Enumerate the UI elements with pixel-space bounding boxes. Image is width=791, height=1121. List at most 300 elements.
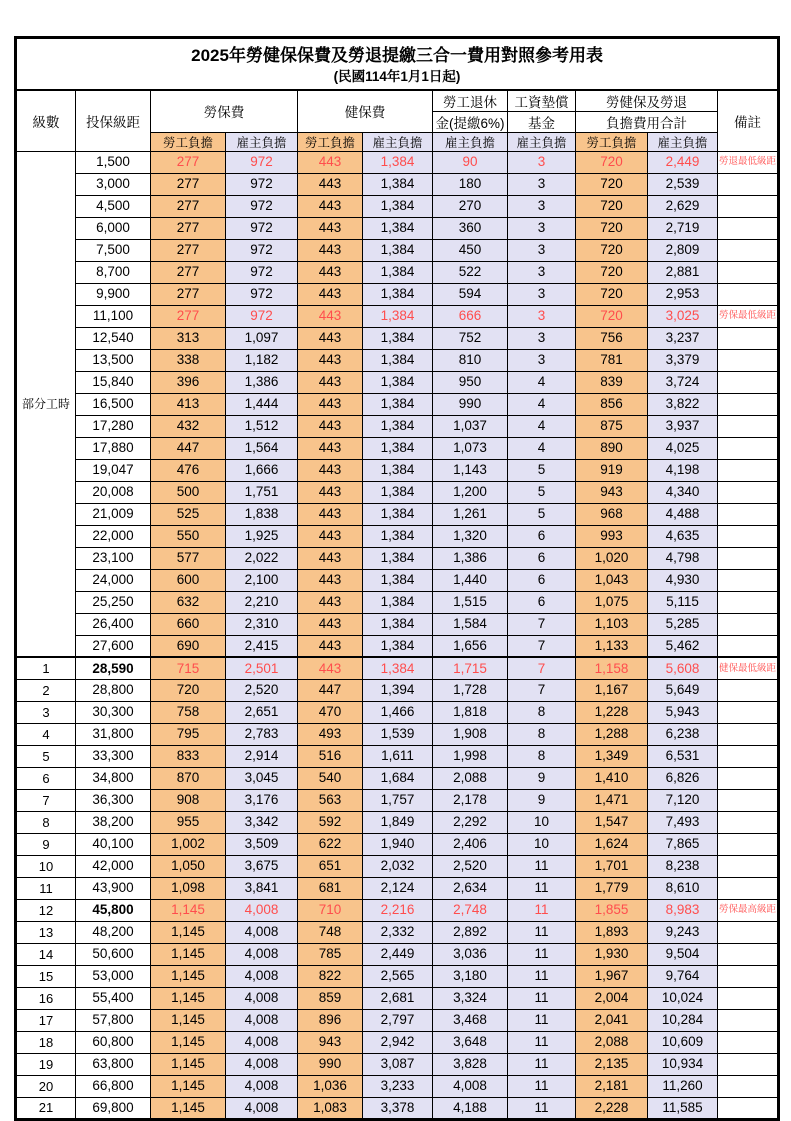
value-cell: 277 <box>151 195 226 217</box>
value-cell: 1,145 <box>151 1031 226 1053</box>
value-cell: 6 <box>508 547 576 569</box>
value-cell: 972 <box>226 217 298 239</box>
salary-cell: 33,300 <box>76 745 151 767</box>
value-cell: 720 <box>576 305 648 327</box>
value-cell: 2,415 <box>226 635 298 657</box>
note-cell <box>718 613 779 635</box>
value-cell: 443 <box>298 173 363 195</box>
table-row <box>16 1053 779 1075</box>
note-cell <box>718 591 779 613</box>
value-cell: 443 <box>298 569 363 591</box>
value-cell: 2,942 <box>363 1031 433 1053</box>
value-cell: 748 <box>298 921 363 943</box>
value-cell: 8 <box>508 701 576 723</box>
value-cell: 1,349 <box>576 745 648 767</box>
value-cell: 7,493 <box>648 811 718 833</box>
table-row <box>16 855 779 877</box>
table-row <box>16 591 779 613</box>
level-cell: 2 <box>16 679 76 701</box>
table-row <box>16 965 779 987</box>
value-cell: 1,624 <box>576 833 648 855</box>
value-cell: 9 <box>508 789 576 811</box>
value-cell: 3,324 <box>433 987 508 1009</box>
value-cell: 1,998 <box>433 745 508 767</box>
value-cell: 3,822 <box>648 393 718 415</box>
value-cell: 1,261 <box>433 503 508 525</box>
value-cell: 443 <box>298 415 363 437</box>
value-cell: 1,779 <box>576 877 648 899</box>
salary-cell: 57,800 <box>76 1009 151 1031</box>
value-cell: 2,634 <box>433 877 508 899</box>
value-cell: 2,565 <box>363 965 433 987</box>
note-cell <box>718 701 779 723</box>
value-cell: 1,384 <box>363 613 433 635</box>
value-cell: 1,384 <box>363 173 433 195</box>
note-cell <box>718 635 779 657</box>
value-cell: 1,940 <box>363 833 433 855</box>
value-cell: 7,865 <box>648 833 718 855</box>
value-cell: 1,444 <box>226 393 298 415</box>
table-row <box>16 371 779 393</box>
value-cell: 1,200 <box>433 481 508 503</box>
value-cell: 1,384 <box>363 569 433 591</box>
value-cell: 516 <box>298 745 363 767</box>
value-cell: 2,953 <box>648 283 718 305</box>
salary-cell: 30,300 <box>76 701 151 723</box>
salary-cell: 3,000 <box>76 173 151 195</box>
value-cell: 8,983 <box>648 899 718 921</box>
value-cell: 4,188 <box>433 1097 508 1119</box>
value-cell: 277 <box>151 173 226 195</box>
value-cell: 3,233 <box>363 1075 433 1097</box>
value-cell: 943 <box>298 1031 363 1053</box>
value-cell: 2,681 <box>363 987 433 1009</box>
salary-cell: 26,400 <box>76 613 151 635</box>
value-cell: 1,855 <box>576 899 648 921</box>
salary-cell: 50,600 <box>76 943 151 965</box>
value-cell: 781 <box>576 349 648 371</box>
salary-cell: 45,800 <box>76 899 151 921</box>
value-cell: 525 <box>151 503 226 525</box>
table-row <box>16 151 779 173</box>
value-cell: 7 <box>508 613 576 635</box>
value-cell: 972 <box>226 261 298 283</box>
value-cell: 715 <box>151 657 226 679</box>
value-cell: 1,701 <box>576 855 648 877</box>
value-cell: 785 <box>298 943 363 965</box>
value-cell: 4,008 <box>226 1031 298 1053</box>
salary-cell: 19,047 <box>76 459 151 481</box>
salary-cell: 48,200 <box>76 921 151 943</box>
salary-cell: 42,000 <box>76 855 151 877</box>
level-cell: 7 <box>16 789 76 811</box>
value-cell: 1,547 <box>576 811 648 833</box>
value-cell: 1,410 <box>576 767 648 789</box>
value-cell: 11 <box>508 1097 576 1119</box>
value-cell: 6,238 <box>648 723 718 745</box>
level-cell: 20 <box>16 1075 76 1097</box>
value-cell: 720 <box>576 195 648 217</box>
salary-cell: 1,500 <box>76 151 151 173</box>
value-cell: 4,008 <box>226 1097 298 1119</box>
value-cell: 990 <box>433 393 508 415</box>
value-cell: 2,124 <box>363 877 433 899</box>
value-cell: 1,384 <box>363 481 433 503</box>
table-row <box>16 305 779 327</box>
table-title-block <box>16 38 779 90</box>
subheader-labor-employee: 勞工負擔 <box>151 132 226 151</box>
value-cell: 7 <box>508 679 576 701</box>
value-cell: 4,008 <box>226 965 298 987</box>
value-cell: 950 <box>433 371 508 393</box>
table-row <box>16 635 779 657</box>
value-cell: 11 <box>508 1075 576 1097</box>
value-cell: 180 <box>433 173 508 195</box>
table-row <box>16 1075 779 1097</box>
value-cell: 3,648 <box>433 1031 508 1053</box>
note-cell <box>718 283 779 305</box>
level-cell: 8 <box>16 811 76 833</box>
note-cell <box>718 723 779 745</box>
note-cell <box>718 525 779 547</box>
subheader-pension-employer: 雇主負擔 <box>433 132 508 151</box>
value-cell: 11 <box>508 987 576 1009</box>
value-cell: 2,809 <box>648 239 718 261</box>
value-cell: 3,342 <box>226 811 298 833</box>
value-cell: 1,386 <box>433 547 508 569</box>
col-header-total-line1: 勞健保及勞退 <box>576 90 718 112</box>
value-cell: 2,520 <box>433 855 508 877</box>
note-cell <box>718 327 779 349</box>
value-cell: 972 <box>226 283 298 305</box>
value-cell: 277 <box>151 283 226 305</box>
value-cell: 2,629 <box>648 195 718 217</box>
value-cell: 1,384 <box>363 261 433 283</box>
value-cell: 1,384 <box>363 349 433 371</box>
note-cell <box>718 503 779 525</box>
value-cell: 476 <box>151 459 226 481</box>
value-cell: 1,930 <box>576 943 648 965</box>
value-cell: 11 <box>508 1009 576 1031</box>
col-header-wage-fund-line1: 工資墊償 <box>508 90 576 112</box>
salary-cell: 21,009 <box>76 503 151 525</box>
value-cell: 2,332 <box>363 921 433 943</box>
value-cell: 890 <box>576 437 648 459</box>
level-cell: 6 <box>16 767 76 789</box>
value-cell: 313 <box>151 327 226 349</box>
salary-cell: 27,600 <box>76 635 151 657</box>
value-cell: 11,260 <box>648 1075 718 1097</box>
value-cell: 1,083 <box>298 1097 363 1119</box>
value-cell: 11 <box>508 855 576 877</box>
col-header-wage-fund-line2: 基金 <box>508 111 576 132</box>
value-cell: 1,715 <box>433 657 508 679</box>
note-cell: 健保最低級距 <box>718 657 779 679</box>
value-cell: 919 <box>576 459 648 481</box>
value-cell: 1,394 <box>363 679 433 701</box>
salary-cell: 7,500 <box>76 239 151 261</box>
value-cell: 968 <box>576 503 648 525</box>
table-row <box>16 1031 779 1053</box>
subheader-health-employer: 雇主負擔 <box>363 132 433 151</box>
value-cell: 3,675 <box>226 855 298 877</box>
value-cell: 443 <box>298 635 363 657</box>
table-row <box>16 899 779 921</box>
value-cell: 4,635 <box>648 525 718 547</box>
value-cell: 2,748 <box>433 899 508 921</box>
value-cell: 4,198 <box>648 459 718 481</box>
value-cell: 2,022 <box>226 547 298 569</box>
value-cell: 1,611 <box>363 745 433 767</box>
col-header-pension-line2: 金(提繳6%) <box>433 111 508 132</box>
value-cell: 3,724 <box>648 371 718 393</box>
value-cell: 720 <box>576 261 648 283</box>
value-cell: 1,386 <box>226 371 298 393</box>
col-header-level: 級數 <box>16 90 76 152</box>
value-cell: 493 <box>298 723 363 745</box>
table-row <box>16 349 779 371</box>
value-cell: 3 <box>508 217 576 239</box>
value-cell: 3,237 <box>648 327 718 349</box>
value-cell: 1,384 <box>363 657 433 679</box>
level-cell: 3 <box>16 701 76 723</box>
value-cell: 5,649 <box>648 679 718 701</box>
value-cell: 875 <box>576 415 648 437</box>
value-cell: 600 <box>151 569 226 591</box>
value-cell: 5,285 <box>648 613 718 635</box>
salary-cell: 17,280 <box>76 415 151 437</box>
value-cell: 1,158 <box>576 657 648 679</box>
salary-cell: 40,100 <box>76 833 151 855</box>
salary-cell: 55,400 <box>76 987 151 1009</box>
value-cell: 2,088 <box>433 767 508 789</box>
level-cell: 13 <box>16 921 76 943</box>
premium-reference-table <box>14 36 780 1121</box>
value-cell: 681 <box>298 877 363 899</box>
value-cell: 1,818 <box>433 701 508 723</box>
salary-cell: 4,500 <box>76 195 151 217</box>
value-cell: 1,228 <box>576 701 648 723</box>
note-cell <box>718 393 779 415</box>
value-cell: 3,378 <box>363 1097 433 1119</box>
value-cell: 4,340 <box>648 481 718 503</box>
salary-cell: 8,700 <box>76 261 151 283</box>
value-cell: 9,504 <box>648 943 718 965</box>
value-cell: 277 <box>151 239 226 261</box>
table-row <box>16 921 779 943</box>
value-cell: 4,008 <box>226 1053 298 1075</box>
value-cell: 277 <box>151 217 226 239</box>
value-cell: 2,135 <box>576 1053 648 1075</box>
value-cell: 563 <box>298 789 363 811</box>
value-cell: 4,930 <box>648 569 718 591</box>
note-cell <box>718 261 779 283</box>
value-cell: 1,838 <box>226 503 298 525</box>
value-cell: 3 <box>508 305 576 327</box>
value-cell: 2,797 <box>363 1009 433 1031</box>
value-cell: 752 <box>433 327 508 349</box>
value-cell: 2,004 <box>576 987 648 1009</box>
value-cell: 594 <box>433 283 508 305</box>
value-cell: 6 <box>508 569 576 591</box>
value-cell: 443 <box>298 613 363 635</box>
value-cell: 1,020 <box>576 547 648 569</box>
value-cell: 443 <box>298 371 363 393</box>
note-cell <box>718 745 779 767</box>
note-cell <box>718 173 779 195</box>
value-cell: 11 <box>508 899 576 921</box>
value-cell: 1,512 <box>226 415 298 437</box>
salary-cell: 69,800 <box>76 1097 151 1119</box>
salary-cell: 28,590 <box>76 657 151 679</box>
table-row <box>16 217 779 239</box>
value-cell: 1,145 <box>151 943 226 965</box>
value-cell: 90 <box>433 151 508 173</box>
value-cell: 1,384 <box>363 371 433 393</box>
salary-cell: 25,250 <box>76 591 151 613</box>
table-row <box>16 569 779 591</box>
value-cell: 1,097 <box>226 327 298 349</box>
note-cell <box>718 217 779 239</box>
value-cell: 2,914 <box>226 745 298 767</box>
value-cell: 413 <box>151 393 226 415</box>
value-cell: 972 <box>226 239 298 261</box>
value-cell: 1,145 <box>151 1075 226 1097</box>
value-cell: 10 <box>508 833 576 855</box>
value-cell: 4 <box>508 415 576 437</box>
value-cell: 1,145 <box>151 965 226 987</box>
value-cell: 3,176 <box>226 789 298 811</box>
value-cell: 1,564 <box>226 437 298 459</box>
level-cell: 19 <box>16 1053 76 1075</box>
value-cell: 943 <box>576 481 648 503</box>
note-cell <box>718 921 779 943</box>
value-cell: 720 <box>576 151 648 173</box>
level-cell: 11 <box>16 877 76 899</box>
value-cell: 443 <box>298 393 363 415</box>
value-cell: 4,488 <box>648 503 718 525</box>
salary-cell: 15,840 <box>76 371 151 393</box>
salary-cell: 20,008 <box>76 481 151 503</box>
table-row <box>16 261 779 283</box>
note-cell <box>718 195 779 217</box>
table-row <box>16 1009 779 1031</box>
value-cell: 833 <box>151 745 226 767</box>
level-cell: 4 <box>16 723 76 745</box>
value-cell: 1,925 <box>226 525 298 547</box>
value-cell: 10,934 <box>648 1053 718 1075</box>
value-cell: 758 <box>151 701 226 723</box>
value-cell: 1,384 <box>363 305 433 327</box>
value-cell: 11,585 <box>648 1097 718 1119</box>
value-cell: 1,908 <box>433 723 508 745</box>
table-row <box>16 1097 779 1119</box>
value-cell: 990 <box>298 1053 363 1075</box>
table-row <box>16 195 779 217</box>
value-cell: 5,462 <box>648 635 718 657</box>
salary-cell: 60,800 <box>76 1031 151 1053</box>
subheader-total-employer: 雇主負擔 <box>648 132 718 151</box>
value-cell: 447 <box>151 437 226 459</box>
value-cell: 1,384 <box>363 283 433 305</box>
value-cell: 720 <box>576 217 648 239</box>
value-cell: 360 <box>433 217 508 239</box>
value-cell: 5,943 <box>648 701 718 723</box>
col-header-remark: 備註 <box>718 90 779 152</box>
value-cell: 4,008 <box>226 1075 298 1097</box>
table-row <box>16 393 779 415</box>
value-cell: 896 <box>298 1009 363 1031</box>
value-cell: 839 <box>576 371 648 393</box>
note-cell <box>718 987 779 1009</box>
salary-cell: 63,800 <box>76 1053 151 1075</box>
value-cell: 1,684 <box>363 767 433 789</box>
salary-cell: 13,500 <box>76 349 151 371</box>
note-cell <box>718 239 779 261</box>
table-row <box>16 877 779 899</box>
note-cell <box>718 855 779 877</box>
value-cell: 443 <box>298 327 363 349</box>
value-cell: 1,384 <box>363 393 433 415</box>
value-cell: 3,045 <box>226 767 298 789</box>
value-cell: 500 <box>151 481 226 503</box>
table-row <box>16 701 779 723</box>
value-cell: 522 <box>433 261 508 283</box>
value-cell: 756 <box>576 327 648 349</box>
value-cell: 972 <box>226 173 298 195</box>
value-cell: 1,103 <box>576 613 648 635</box>
value-cell: 859 <box>298 987 363 1009</box>
value-cell: 8 <box>508 745 576 767</box>
value-cell: 10,284 <box>648 1009 718 1031</box>
value-cell: 3 <box>508 151 576 173</box>
value-cell: 1,133 <box>576 635 648 657</box>
value-cell: 3 <box>508 173 576 195</box>
value-cell: 1,037 <box>433 415 508 437</box>
value-cell: 1,757 <box>363 789 433 811</box>
value-cell: 1,384 <box>363 503 433 525</box>
value-cell: 443 <box>298 283 363 305</box>
value-cell: 2,501 <box>226 657 298 679</box>
note-cell <box>718 1031 779 1053</box>
level-cell: 14 <box>16 943 76 965</box>
value-cell: 870 <box>151 767 226 789</box>
value-cell: 3 <box>508 261 576 283</box>
value-cell: 710 <box>298 899 363 921</box>
value-cell: 3 <box>508 349 576 371</box>
table-body <box>16 151 779 1119</box>
note-cell <box>718 481 779 503</box>
value-cell: 2,449 <box>363 943 433 965</box>
table-row <box>16 437 779 459</box>
level-cell: 16 <box>16 987 76 1009</box>
table-row <box>16 525 779 547</box>
value-cell: 632 <box>151 591 226 613</box>
value-cell: 1,666 <box>226 459 298 481</box>
subheader-health-employee: 勞工負擔 <box>298 132 363 151</box>
value-cell: 4,008 <box>226 987 298 1009</box>
value-cell: 2,719 <box>648 217 718 239</box>
value-cell: 3,379 <box>648 349 718 371</box>
value-cell: 1,002 <box>151 833 226 855</box>
level-cell: 15 <box>16 965 76 987</box>
salary-cell: 38,200 <box>76 811 151 833</box>
salary-cell: 43,900 <box>76 877 151 899</box>
row-group-label: 部分工時 <box>16 151 76 657</box>
note-cell <box>718 833 779 855</box>
value-cell: 443 <box>298 195 363 217</box>
value-cell: 8,610 <box>648 877 718 899</box>
